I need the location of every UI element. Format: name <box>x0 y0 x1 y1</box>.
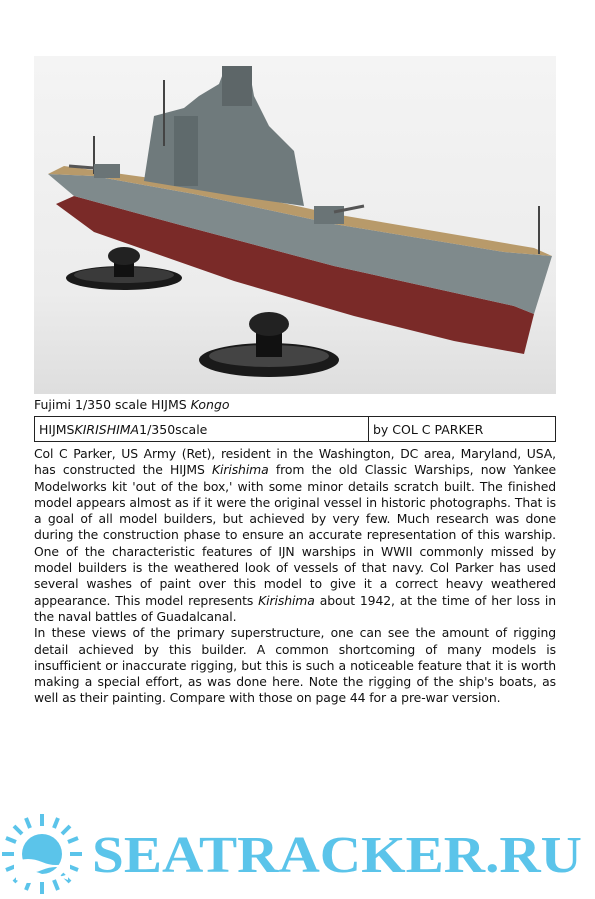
caption-ship-name: Kongo <box>190 397 230 412</box>
title-prefix: HIJMS <box>39 421 75 437</box>
article-title-cell <box>35 417 369 441</box>
ship-name: Kirishima <box>212 462 269 478</box>
byline: by COL C PARKER <box>373 421 484 437</box>
paragraph-1: Col C Parker, US Army (Ret), resident in the Washington, DC area, Maryland, USA, has constructed the HIJMS Kirishima from the old Classic Warships, now Yankee Modelworks kit 'out of the box,' with some minor details scratch built. The finished model appears almost as if it were the original vessel in historic photographs. That is a goal of all model builders, but achieved by very few. Much research was done during the construction phase to ensure an accurate representation of this warship. One of the characteristic features of IJN warships in WWII commonly missed by model builders is the weathered look of vessels of that navy. Col Parker has used several washes of paint over this model to give it a correct heavy weathered appearance. This model represents Kirishima about 1942, at the time of her loss in the naval battles of Guadalcanal. <box>34 446 556 624</box>
logo-text: SEATRACKER.RU <box>92 827 582 884</box>
photo-caption <box>34 397 230 413</box>
title-ship-name: KIRISHIMA <box>74 421 140 437</box>
ship-name: Kirishima <box>258 592 315 608</box>
caption-text: Fujimi 1/350 scale HIJMS <box>34 397 191 412</box>
byline-cell <box>369 417 555 441</box>
article-body <box>34 446 556 707</box>
article-header-table <box>34 416 556 442</box>
title-suffix: 1/350scale <box>139 421 208 437</box>
paragraph-2: In these views of the primary superstructure, one can see the amount of rigging detail achieved by this builder. A common shortcoming of many models is insufficient or inaccurate rigging, but this is such a noticeable feature that it is worth making a special effort, as was done here. Note the rigging of the ship's boats, as well as their painting. Compare with those on page 44 for a pre-war version. <box>34 625 556 706</box>
battleship-model-illustration <box>34 56 556 394</box>
seatracker-logo <box>0 810 595 899</box>
sun-icon <box>2 814 82 894</box>
ship-model-photo <box>34 56 556 394</box>
